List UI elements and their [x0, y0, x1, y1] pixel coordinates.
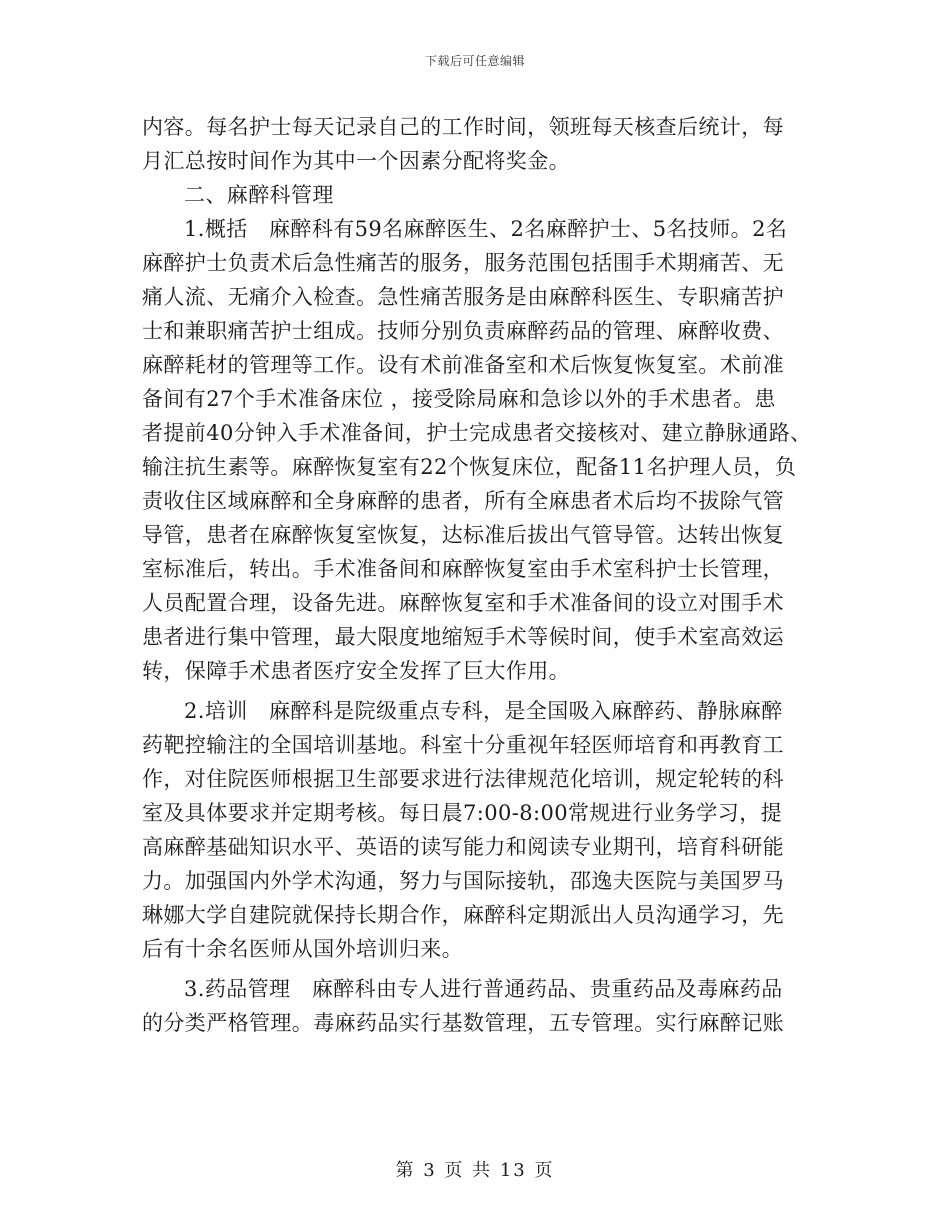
- paragraph-line: 的分类严格管理。毒麻药品实行基数管理，五专管理。实行麻醉记账: [142, 1011, 784, 1035]
- paragraph-line: 药靶控输注的全国培训基地。科室十分重视年轻医师培育和再教育工: [142, 733, 784, 757]
- paragraph-line: 作，对住院医师根据卫生部要求进行法律规范化培训，规定轮转的科: [142, 767, 784, 791]
- paragraph-line: 1.概括 麻醉科有59名麻醉医生、2名麻醉护士、5名技师。2名: [184, 217, 788, 241]
- paragraph-line: 输注抗生素等。麻醉恢复室有22个恢复床位，配备11名护理人员，负: [142, 455, 797, 479]
- paragraph-line: 2.培训 麻醉科是院级重点专科，是全国吸入麻醉药、静脉麻醉: [184, 699, 783, 723]
- paragraph-line: 内容。每名护士每天记录自己的工作时间，领班每天核查后统计，每: [142, 115, 784, 139]
- paragraph-line: 患者进行集中管理，最大限度地缩短手术等候时间，使手术室高效运: [142, 625, 784, 649]
- paragraph-line: 室及具体要求并定期考核。每日晨7:00-8:00常规进行业务学习，提: [142, 801, 783, 825]
- paragraph-line: 导管，患者在麻醉恢复室恢复，达标准后拔出气管导管。达转出恢复: [142, 523, 784, 547]
- paragraph-line: 者提前40分钟入手术准备间，护士完成患者交接核对、建立静脉通路、: [142, 421, 812, 445]
- paragraph-line: 麻醉耗材的管理等工作。设有术前准备室和术后恢复恢复室。术前准: [142, 353, 784, 377]
- paragraph-line: 责收住区域麻醉和全身麻醉的患者，所有全麻患者术后均不拔除气管: [142, 489, 784, 513]
- section-heading: 二、麻醉科管理: [184, 183, 334, 207]
- paragraph-line: 3.药品管理 麻醉科由专人进行普通药品、贵重药品及毒麻药品: [184, 977, 783, 1001]
- paragraph-line: 月汇总按时间作为其中一个因素分配将奖金。: [142, 149, 570, 173]
- paragraph-line: 备间有27个手术准备床位 ，接受除局麻和急诊以外的手术患者。患: [142, 387, 776, 411]
- paragraph-line: 士和兼职痛苦护士组成。技师分别负责麻醉药品的管理、麻醉收费、: [142, 319, 784, 343]
- paragraph-line: 麻醉护士负责术后急性痛苦的服务，服务范围包括围手术期痛苦、无: [142, 251, 784, 275]
- page-header: 下载后可任意编辑: [424, 54, 525, 68]
- paragraph-line: 高麻醉基础知识水平、英语的读写能力和阅读专业期刊，培育科研能: [142, 835, 784, 859]
- paragraph-line: 琳娜大学自建院就保持长期合作，麻醉科定期派出人员沟通学习，先: [142, 903, 784, 927]
- paragraph-line: 人员配置合理，设备先进。麻醉恢复室和手术准备间的设立对围手术: [142, 591, 784, 615]
- paragraph-line: 后有十余名医师从国外培训归来。: [142, 937, 463, 961]
- page-number: 第 3 页 共 13 页: [395, 1160, 555, 1181]
- paragraph-line: 转，保障手术患者医疗安全发挥了巨大作用。: [142, 659, 570, 683]
- paragraph-line: 痛人流、无痛介入检查。急性痛苦服务是由麻醉科医生、专职痛苦护: [142, 285, 784, 309]
- paragraph-line: 室标准后，转出。手术准备间和麻醉恢复室由手术室科护士长管理，: [142, 557, 784, 581]
- body-text: [142, 110, 814, 1040]
- paragraph-line: 力。加强国内外学术沟通，努力与国际接轨，邵逸夫医院与美国罗马: [142, 869, 784, 893]
